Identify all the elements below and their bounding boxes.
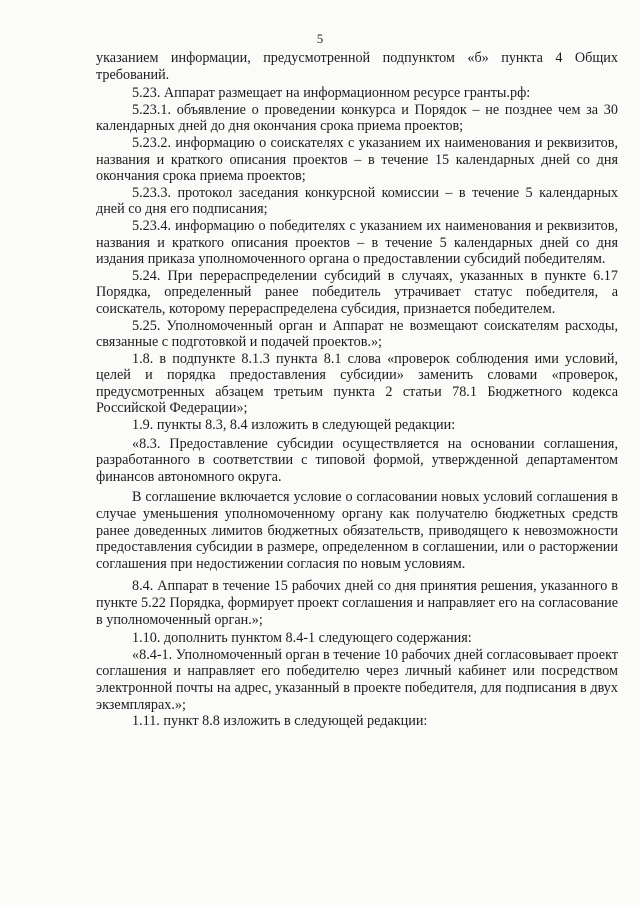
paragraph-5-23-1: 5.23.1. объявление о проведении конкурса и Порядок – не позднее чем за 30 календарных дней до дня окончания срока приема проектов; bbox=[96, 101, 618, 135]
paragraph-8-3-agreement: В соглашение включается условие о согласовании новых условий соглашения в случае уменьшения уполномоченному органу как получателю бюджетных средств ранее доведенных лимитов бюджетных обязательств, приводящего к невозможности предоставления субсидии в размере, определенном в соглашении, или о расторжении соглашения при недостижении согласия по новым условиям. bbox=[96, 489, 618, 572]
paragraph-1-8: 1.8. в подпункте 8.1.3 пункта 8.1 слова «проверок соблюдения ими условий, целей и порядка предоставления субсидии» заменить словами «проверок, предусмотренных абзацем третьим пункта 2 статьи 78.1 Бюджетного кодекса Российской Федерации»; bbox=[96, 350, 618, 417]
paragraph-5-23-3: 5.23.3. протокол заседания конкурсной комиссии – в течение 5 календарных дней со дня его подписания; bbox=[96, 184, 618, 218]
paragraph-1-10: 1.10. дополнить пунктом 8.4-1 следующего содержания: bbox=[132, 630, 472, 647]
paragraph-8-4: 8.4. Аппарат в течение 15 рабочих дней со дня принятия решения, указанного в пункте 5.22 Порядка, формирует проект соглашения и направляет его на согласование в уполномоченный орган.»; bbox=[96, 578, 618, 628]
paragraph-8-3: «8.3. Предоставление субсидии осуществляется на основании соглашения, разработанного в соответствии с типовой формой, утвержденной департаментом финансов автономного округа. bbox=[96, 435, 618, 485]
page-number: 5 bbox=[316, 31, 324, 46]
document-body bbox=[96, 50, 618, 730]
paragraph-1-9: 1.9. пункты 8.3, 8.4 изложить в следующей редакции: bbox=[132, 417, 456, 434]
paragraph-5-23: 5.23. Аппарат размещает на информационном ресурсе гранты.рф: bbox=[132, 85, 531, 102]
paragraph-8-4-1: «8.4-1. Уполномоченный орган в течение 10 рабочих дней согласовывает проект соглашения и направляет его победителю через личный кабинет или посредством электронной почты на адрес, указанный в проекте победителя, для подписания в двух экземплярах.»; bbox=[96, 646, 619, 713]
paragraph-5-24: 5.24. При перераспределении субсидий в случаях, указанных в пункте 6.17 Порядка, определенный ранее победитель утрачивает статус победителя, а соискатель, которому перераспределена субсидия, признается победителем. bbox=[96, 267, 618, 317]
paragraph-5-25: 5.25. Уполномоченный орган и Аппарат не возмещают соискателям расходы, связанные с подготовкой и подачей проектов.»; bbox=[96, 317, 618, 351]
paragraph-5-23-2: 5.23.2. информацию о соискателях с указанием их наименования и реквизитов, названия и краткого описания проектов – в течение 15 календарных дней со дня окончания срока приема проектов; bbox=[96, 134, 618, 185]
paragraph-continuation: указанием информации, предусмотренной подпунктом «б» пункта 4 Общих требований. bbox=[96, 50, 618, 83]
paragraph-5-23-4: 5.23.4. информацию о победителях с указанием их наименования и реквизитов, названия и краткого описания проектов – в течение 5 календарных дней со дня издания приказа уполномоченного органа о предоставлении субсидий победителям. bbox=[96, 217, 618, 268]
paragraph-1-11: 1.11. пункт 8.8 изложить в следующей редакции: bbox=[132, 713, 428, 730]
